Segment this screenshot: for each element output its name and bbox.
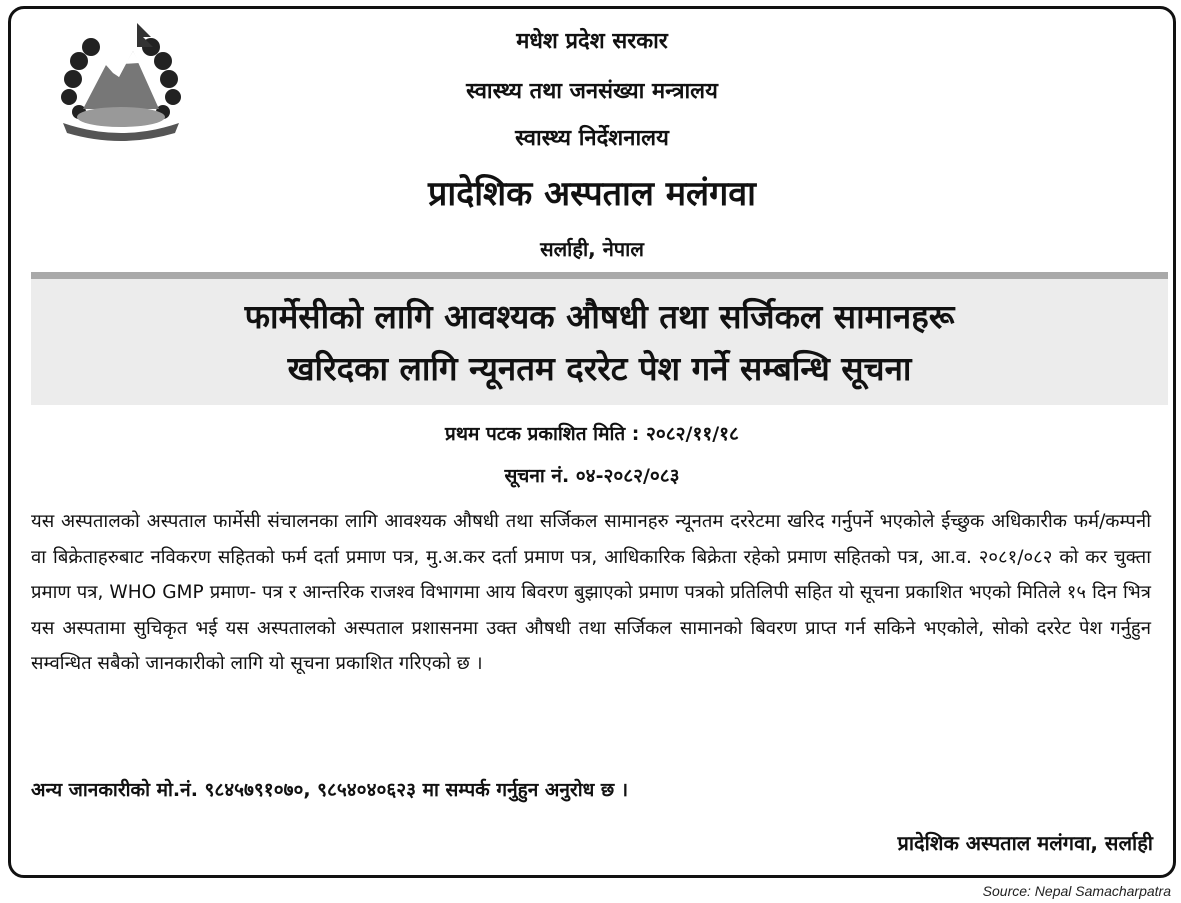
- header-address: सर्लाही, नेपाल: [540, 237, 644, 261]
- notice-body: यस अस्पतालको अस्पताल फार्मेसी संचालनका लागि आवश्यक औषधी तथा सर्जिकल सामानहरु न्यूनतम दररेटमा खरिद गर्नुपर्ने भएकोले ईच्छुक अधिकारीक फर्म/कम्पनी वा बिक्रेताहरुबाट नविकरण सहितको फर्म दर्ता प्रमाण पत्र, मु.अ.कर दर्ता प्रमाण पत्र, आधिकारिक बिक्रेता रहेको प्रमाण सहितको पत्र, आ.व. २०८१/०८२ को कर चुक्ता प्रमाण पत्र, WHO GMP प्रमाण- पत्र र आन्तरिक राजश्व विभागमा आय बिवरण बुझाएको प्रमाण पत्रको प्रतिलिपी सहित यो सूचना प्रकाशित भएको मितिले १५ दिन भित्र यस अस्पतामा सुचिकृत भई यस अस्पतालको अस्पताल प्रशासनमा उक्त औषधी तथा सर्जिकल सामानको बिवरण प्राप्त गर्न सकिने भएकोले, सोको दररेट पेश गर्नुहुन सम्वन्धित सबैको जानकारीको लागि यो सूचना प्रकाशित गरिएको छ ।: [31, 511, 1151, 674]
- notice-number: सूचना नं. ०४-२०८२/०८३: [504, 465, 680, 487]
- source-credit: Source: Nepal Samacharpatra: [982, 883, 1171, 899]
- header-directorate: स्वास्थ्य निर्देशनालय: [515, 126, 669, 151]
- notice-title-line2: खरिदका लागि न्यूनतम दररेट पेश गर्ने सम्बन्धि सूचना: [287, 349, 912, 388]
- notice-frame: [8, 6, 1176, 878]
- signature: प्रादेशिक अस्पताल मलंगवा, सर्लाही: [897, 831, 1153, 855]
- header-ministry: स्वास्थ्य तथा जनसंख्या मन्त्रालय: [466, 79, 718, 104]
- title-banner: [31, 279, 1168, 405]
- divider: [31, 272, 1168, 279]
- contact-line: अन्य जानकारीको मो.नं. ९८४५७९१०७०, ९८५४०४०६२३ मा सम्पर्क गर्नुहुन अनुरोध छ ।: [31, 779, 629, 801]
- notice-title-line1: फार्मेसीको लागि आवश्यक औषधी तथा सर्जिकल सामानहरू: [244, 297, 955, 336]
- header-government: मधेश प्रदेश सरकार: [516, 29, 668, 54]
- header-hospital-name: प्रादेशिक अस्पताल मलंगवा: [428, 174, 756, 214]
- published-date: प्रथम पटक प्रकाशित मिति : २०८२/११/१८: [445, 423, 739, 445]
